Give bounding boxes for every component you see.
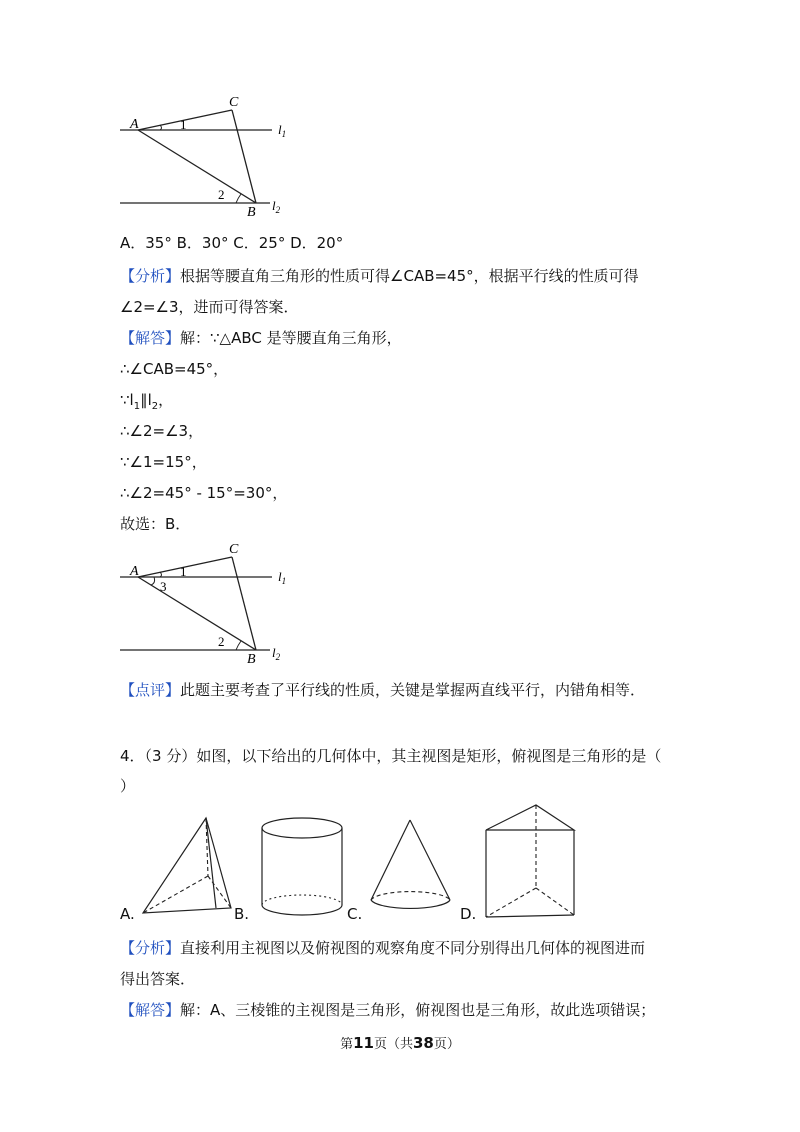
q3-answer-line-1 [120, 327, 402, 349]
angle-1-arc [160, 125, 162, 130]
comment-text: 此题主要考查了平行线的性质，关键是掌握两直线平行，内错角相等． [180, 681, 646, 699]
comment-tag: 【点评】 [120, 681, 181, 699]
answer-text: 解：A、三棱锥的主视图是三角形，俯视图也是三角形，故此选项错误； [180, 1001, 656, 1019]
q3-step-4: ∵∠1=15°， [120, 453, 207, 471]
figure-triangle-parallel-lines-1 [110, 88, 310, 223]
q3-step-2: $\because l_1\parallel l_2$， [120, 391, 174, 412]
label-angle-2: 2 [218, 187, 225, 202]
label-l1: $l_1$ [278, 569, 287, 586]
q3-step-3: ∴∠2=∠3， [120, 422, 204, 440]
label-l2: $l_2$ [272, 645, 281, 662]
solid-cone [366, 810, 466, 920]
solid-label-b: B. [234, 905, 250, 923]
label-c: C [229, 542, 239, 557]
answer-text: 解：∵△ABC 是等腰直角三角形， [180, 329, 402, 347]
label-angle-1: 1 [180, 117, 187, 132]
segment-ab [138, 577, 256, 650]
page-footer: 第11页（共38页） [340, 1034, 460, 1052]
angle-1-arc [160, 572, 162, 577]
angle-2-arc [236, 641, 241, 650]
total-pages: 38 [413, 1034, 434, 1052]
figure-triangle-parallel-lines-2 [110, 535, 310, 670]
q4-analysis-line-2: 得出答案． [120, 970, 196, 988]
q3-options: A．35° B．30° C．25° D．20° [120, 234, 344, 252]
q3-step-5: ∴∠2=45° - 15°=30°， [120, 484, 288, 502]
label-c: C [229, 95, 239, 110]
label-angle-1: 1 [180, 564, 187, 579]
segment-cb [232, 110, 256, 203]
solid-label-d: D. [460, 905, 477, 923]
answer-tag: 【解答】 [120, 329, 181, 347]
analysis-tag: 【分析】 [120, 939, 181, 957]
analysis-tag: 【分析】 [120, 267, 181, 285]
q4-stem-line-2: ） [120, 777, 136, 795]
solid-cylinder [255, 810, 355, 920]
q4-stem-line-1: 4．（3 分）如图，以下给出的几何体中，其主视图是矩形，俯视图是三角形的是（ [120, 747, 662, 765]
analysis-text: 直接利用主视图以及俯视图的观察角度不同分别得出几何体的视图进而 [180, 939, 646, 957]
label-a: A [130, 564, 139, 579]
q4-analysis-line-1 [120, 937, 645, 959]
q3-analysis-line-1 [120, 265, 639, 287]
q3-step-1: ∴∠CAB=45°， [120, 360, 229, 378]
q3-analysis-line-2: ∠2=∠3，进而可得答案． [120, 298, 299, 316]
label-l1: $l_1$ [278, 122, 287, 139]
solid-label-c: C. [347, 905, 363, 923]
label-l2: $l_2$ [272, 198, 281, 215]
q4-answer-line-1 [120, 999, 655, 1021]
q3-comment [120, 679, 645, 701]
label-angle-3: 3 [160, 579, 167, 594]
angle-3-arc [151, 577, 155, 585]
label-b: B [247, 652, 256, 667]
segment-cb [232, 557, 256, 650]
analysis-text: 根据等腰直角三角形的性质可得∠CAB=45°，根据平行线的性质可得 [180, 267, 639, 285]
segment-ab [138, 130, 256, 203]
label-angle-2: 2 [218, 634, 225, 649]
solid-triangular-prism [478, 800, 588, 925]
label-a: A [130, 117, 139, 132]
solid-triangular-pyramid [138, 810, 238, 920]
solid-label-a: A. [120, 905, 135, 923]
answer-tag: 【解答】 [120, 1001, 181, 1019]
q3-choice: 故选：B． [120, 515, 191, 533]
label-b: B [247, 205, 256, 220]
page-number: 11 [353, 1034, 374, 1052]
angle-2-arc [236, 194, 241, 203]
